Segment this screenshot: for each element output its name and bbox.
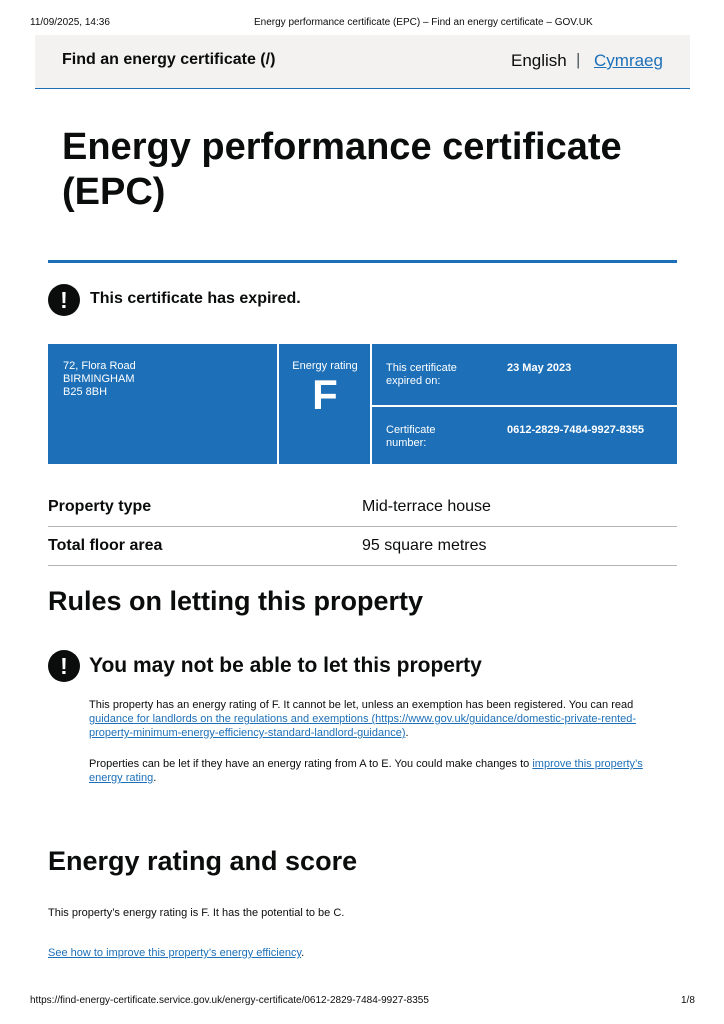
improve-efficiency-end: . [301, 947, 305, 959]
improve-rating-link[interactable]: improve this property’s energy rating [89, 758, 643, 784]
page-title: Energy performance certificate (EPC) [62, 126, 622, 213]
warning-icon: ! [48, 284, 80, 316]
print-page-number: 1/8 [681, 995, 695, 1006]
summary-row-floor-area [48, 527, 677, 566]
print-datetime: 11/09/2025, 14:36 [30, 17, 110, 28]
language-current: English [511, 51, 567, 70]
letting-warning-text: You may not be able to let this property [89, 654, 482, 677]
expiry-label-line-2: expired on: [386, 375, 441, 387]
letting-rules-heading: Rules on letting this property [48, 586, 424, 616]
energy-rating-heading: Energy rating and score [48, 846, 358, 876]
service-name-suffix: (/) [260, 51, 276, 68]
print-url: https://find-energy-certificate.service.gov.uk/energy-certificate/0612-2829-7484-9927-8355 [30, 995, 429, 1006]
language-welsh-link[interactable]: Cymraeg [594, 51, 663, 70]
letting-paragraph-1 [89, 698, 669, 740]
letting-paragraph-2-text: Properties can be let if they have an energy rating from A to E. You could make changes to [89, 758, 530, 770]
certificate-number-label [386, 424, 436, 450]
expiry-date: 23 May 2023 [507, 362, 572, 374]
expiry-label-line-1: This certificate [386, 362, 457, 374]
summary-key: Property type [48, 498, 152, 515]
certificate-number-label-line-2: number: [386, 437, 427, 449]
warning-icon: ! [48, 650, 80, 682]
service-name-link[interactable] [62, 51, 275, 69]
energy-rating-label: Energy rating [292, 360, 358, 372]
print-page-title: Energy performance certificate (EPC) – Find an energy certificate – GOV.UK [254, 17, 593, 28]
summary-key: Total floor area [48, 537, 163, 554]
letting-paragraph-1-end: . [405, 727, 409, 739]
address [63, 360, 136, 399]
certificate-summary-box [48, 344, 677, 464]
address-line-3: B25 8BH [63, 386, 108, 398]
improve-efficiency-link[interactable]: See how to improve this property’s energy efficiency [48, 947, 302, 959]
energy-rating-text: This property’s energy rating is F. It has the potential to be C. [48, 907, 345, 919]
letting-paragraph-1-text: This property has an energy rating of F. It cannot be let, unless an exemption has been registered. You can read [89, 699, 634, 711]
energy-rating-letter: F [312, 371, 338, 418]
letting-paragraph-2 [89, 757, 669, 785]
service-name: Find an energy certificate [62, 51, 256, 68]
landlord-guidance-link[interactable]: guidance for landlords on the regulations and exemptions (https://www.gov.uk/guidance/domestic-private-rented-property-minimum-energy-efficiency-standard-landlord-guidance) [89, 713, 637, 739]
title-divider [48, 260, 677, 263]
certificate-number: 0612-2829-7484-9927-8355 [507, 424, 645, 436]
summary-row-property-type [48, 488, 677, 527]
box-divider [372, 405, 677, 407]
summary-value: 95 square metres [362, 537, 487, 554]
energy-rating-cell [279, 360, 371, 417]
address-line-1: 72, Flora Road [63, 360, 136, 372]
summary-value: Mid-terrace house [362, 498, 491, 515]
improve-efficiency-line [48, 947, 304, 959]
certificate-number-label-line-1: Certificate [386, 424, 436, 436]
language-separator: | [576, 50, 581, 69]
letting-paragraph-2-end: . [153, 772, 157, 784]
expiry-label [386, 362, 457, 388]
expired-warning-text: This certificate has expired. [90, 290, 301, 307]
box-divider [370, 344, 372, 464]
address-line-2: BIRMINGHAM [63, 373, 135, 385]
